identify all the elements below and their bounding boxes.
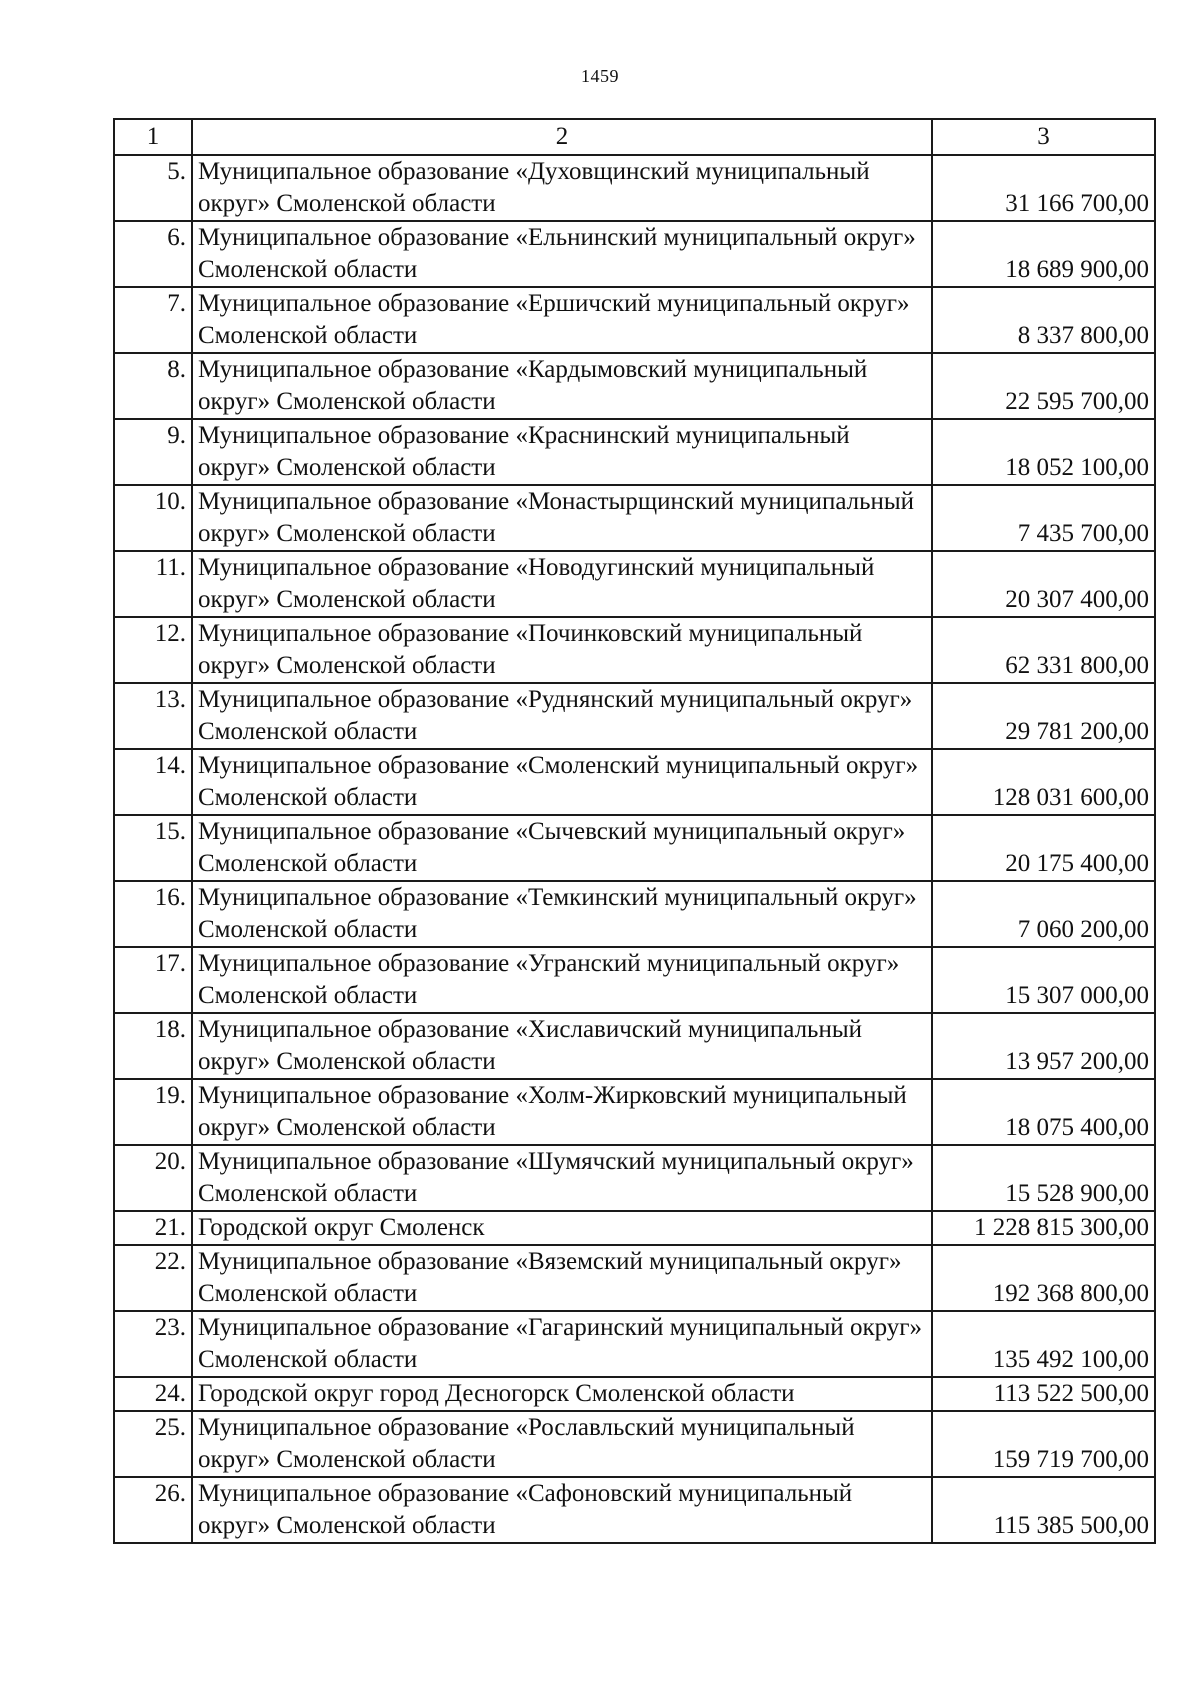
table-row bbox=[114, 815, 1155, 881]
row-number: 13. bbox=[114, 683, 192, 749]
amount: 7 435 700,00 bbox=[932, 485, 1155, 551]
table-row bbox=[114, 155, 1155, 221]
row-number: 8. bbox=[114, 353, 192, 419]
municipality-name: Муниципальное образование «Монастырщинский муниципальный округ» Смоленской области bbox=[192, 485, 932, 551]
municipality-name: Муниципальное образование «Вяземский муниципальный округ» Смоленской области bbox=[192, 1245, 932, 1311]
row-number: 18. bbox=[114, 1013, 192, 1079]
amount: 15 528 900,00 bbox=[932, 1145, 1155, 1211]
table-row bbox=[114, 419, 1155, 485]
row-number: 25. bbox=[114, 1411, 192, 1477]
row-number: 9. bbox=[114, 419, 192, 485]
amount: 18 689 900,00 bbox=[932, 221, 1155, 287]
allocation-table bbox=[113, 118, 1156, 1544]
amount: 18 052 100,00 bbox=[932, 419, 1155, 485]
table-row bbox=[114, 1411, 1155, 1477]
table-row bbox=[114, 1211, 1155, 1245]
municipality-name: Городской округ Смоленск bbox=[192, 1211, 932, 1245]
table-header-row bbox=[114, 119, 1155, 155]
row-number: 10. bbox=[114, 485, 192, 551]
amount: 7 060 200,00 bbox=[932, 881, 1155, 947]
column-header-2: 2 bbox=[192, 119, 932, 155]
table-row bbox=[114, 221, 1155, 287]
amount: 20 175 400,00 bbox=[932, 815, 1155, 881]
table-row bbox=[114, 683, 1155, 749]
municipality-name: Муниципальное образование «Рославльский муниципальный округ» Смоленской области bbox=[192, 1411, 932, 1477]
row-number: 26. bbox=[114, 1477, 192, 1543]
municipality-name: Муниципальное образование «Гагаринский муниципальный округ» Смоленской области bbox=[192, 1311, 932, 1377]
row-number: 17. bbox=[114, 947, 192, 1013]
row-number: 22. bbox=[114, 1245, 192, 1311]
municipality-name: Муниципальное образование «Ершичский муниципальный округ» Смоленской области bbox=[192, 287, 932, 353]
column-header-3: 3 bbox=[932, 119, 1155, 155]
column-header-1: 1 bbox=[114, 119, 192, 155]
table-row bbox=[114, 1311, 1155, 1377]
row-number: 7. bbox=[114, 287, 192, 353]
amount: 13 957 200,00 bbox=[932, 1013, 1155, 1079]
page-number: 1459 bbox=[581, 66, 619, 86]
table-row bbox=[114, 1079, 1155, 1145]
table-row bbox=[114, 947, 1155, 1013]
table-row bbox=[114, 1477, 1155, 1543]
table-row bbox=[114, 1145, 1155, 1211]
municipality-name: Муниципальное образование «Холм-Жирковский муниципальный округ» Смоленской области bbox=[192, 1079, 932, 1145]
municipality-name: Муниципальное образование «Смоленский муниципальный округ» Смоленской области bbox=[192, 749, 932, 815]
amount: 113 522 500,00 bbox=[932, 1377, 1155, 1411]
table-row bbox=[114, 1013, 1155, 1079]
municipality-name: Муниципальное образование «Хиславичский муниципальный округ» Смоленской области bbox=[192, 1013, 932, 1079]
row-number: 11. bbox=[114, 551, 192, 617]
amount: 20 307 400,00 bbox=[932, 551, 1155, 617]
municipality-name: Муниципальное образование «Руднянский муниципальный округ» Смоленской области bbox=[192, 683, 932, 749]
row-number: 6. bbox=[114, 221, 192, 287]
row-number: 21. bbox=[114, 1211, 192, 1245]
table-row bbox=[114, 485, 1155, 551]
municipality-name: Муниципальное образование «Сафоновский муниципальный округ» Смоленской области bbox=[192, 1477, 932, 1543]
amount: 18 075 400,00 bbox=[932, 1079, 1155, 1145]
amount: 8 337 800,00 bbox=[932, 287, 1155, 353]
table-row bbox=[114, 287, 1155, 353]
municipality-name: Муниципальное образование «Ельнинский муниципальный округ» Смоленской области bbox=[192, 221, 932, 287]
table-row bbox=[114, 551, 1155, 617]
amount: 192 368 800,00 bbox=[932, 1245, 1155, 1311]
row-number: 14. bbox=[114, 749, 192, 815]
amount: 31 166 700,00 bbox=[932, 155, 1155, 221]
municipality-name: Муниципальное образование «Починковский муниципальный округ» Смоленской области bbox=[192, 617, 932, 683]
table-row bbox=[114, 1377, 1155, 1411]
municipality-name: Городской округ город Десногорск Смоленской области bbox=[192, 1377, 932, 1411]
municipality-name: Муниципальное образование «Кардымовский муниципальный округ» Смоленской области bbox=[192, 353, 932, 419]
municipality-name: Муниципальное образование «Духовщинский муниципальный округ» Смоленской области bbox=[192, 155, 932, 221]
municipality-name: Муниципальное образование «Сычевский муниципальный округ» Смоленской области bbox=[192, 815, 932, 881]
amount: 1 228 815 300,00 bbox=[932, 1211, 1155, 1245]
municipality-name: Муниципальное образование «Краснинский муниципальный округ» Смоленской области bbox=[192, 419, 932, 485]
amount: 128 031 600,00 bbox=[932, 749, 1155, 815]
table-row bbox=[114, 881, 1155, 947]
amount: 29 781 200,00 bbox=[932, 683, 1155, 749]
municipality-name: Муниципальное образование «Новодугинский муниципальный округ» Смоленской области bbox=[192, 551, 932, 617]
amount: 22 595 700,00 bbox=[932, 353, 1155, 419]
amount: 15 307 000,00 bbox=[932, 947, 1155, 1013]
municipality-name: Муниципальное образование «Темкинский муниципальный округ» Смоленской области bbox=[192, 881, 932, 947]
row-number: 20. bbox=[114, 1145, 192, 1211]
row-number: 24. bbox=[114, 1377, 192, 1411]
amount: 135 492 100,00 bbox=[932, 1311, 1155, 1377]
amount: 115 385 500,00 bbox=[932, 1477, 1155, 1543]
amount: 62 331 800,00 bbox=[932, 617, 1155, 683]
row-number: 19. bbox=[114, 1079, 192, 1145]
amount: 159 719 700,00 bbox=[932, 1411, 1155, 1477]
table-row bbox=[114, 353, 1155, 419]
row-number: 15. bbox=[114, 815, 192, 881]
table-row bbox=[114, 749, 1155, 815]
table-row bbox=[114, 1245, 1155, 1311]
row-number: 23. bbox=[114, 1311, 192, 1377]
municipality-name: Муниципальное образование «Угранский муниципальный округ» Смоленской области bbox=[192, 947, 932, 1013]
row-number: 16. bbox=[114, 881, 192, 947]
municipality-name: Муниципальное образование «Шумячский муниципальный округ» Смоленской области bbox=[192, 1145, 932, 1211]
table-row bbox=[114, 617, 1155, 683]
row-number: 12. bbox=[114, 617, 192, 683]
row-number: 5. bbox=[114, 155, 192, 221]
